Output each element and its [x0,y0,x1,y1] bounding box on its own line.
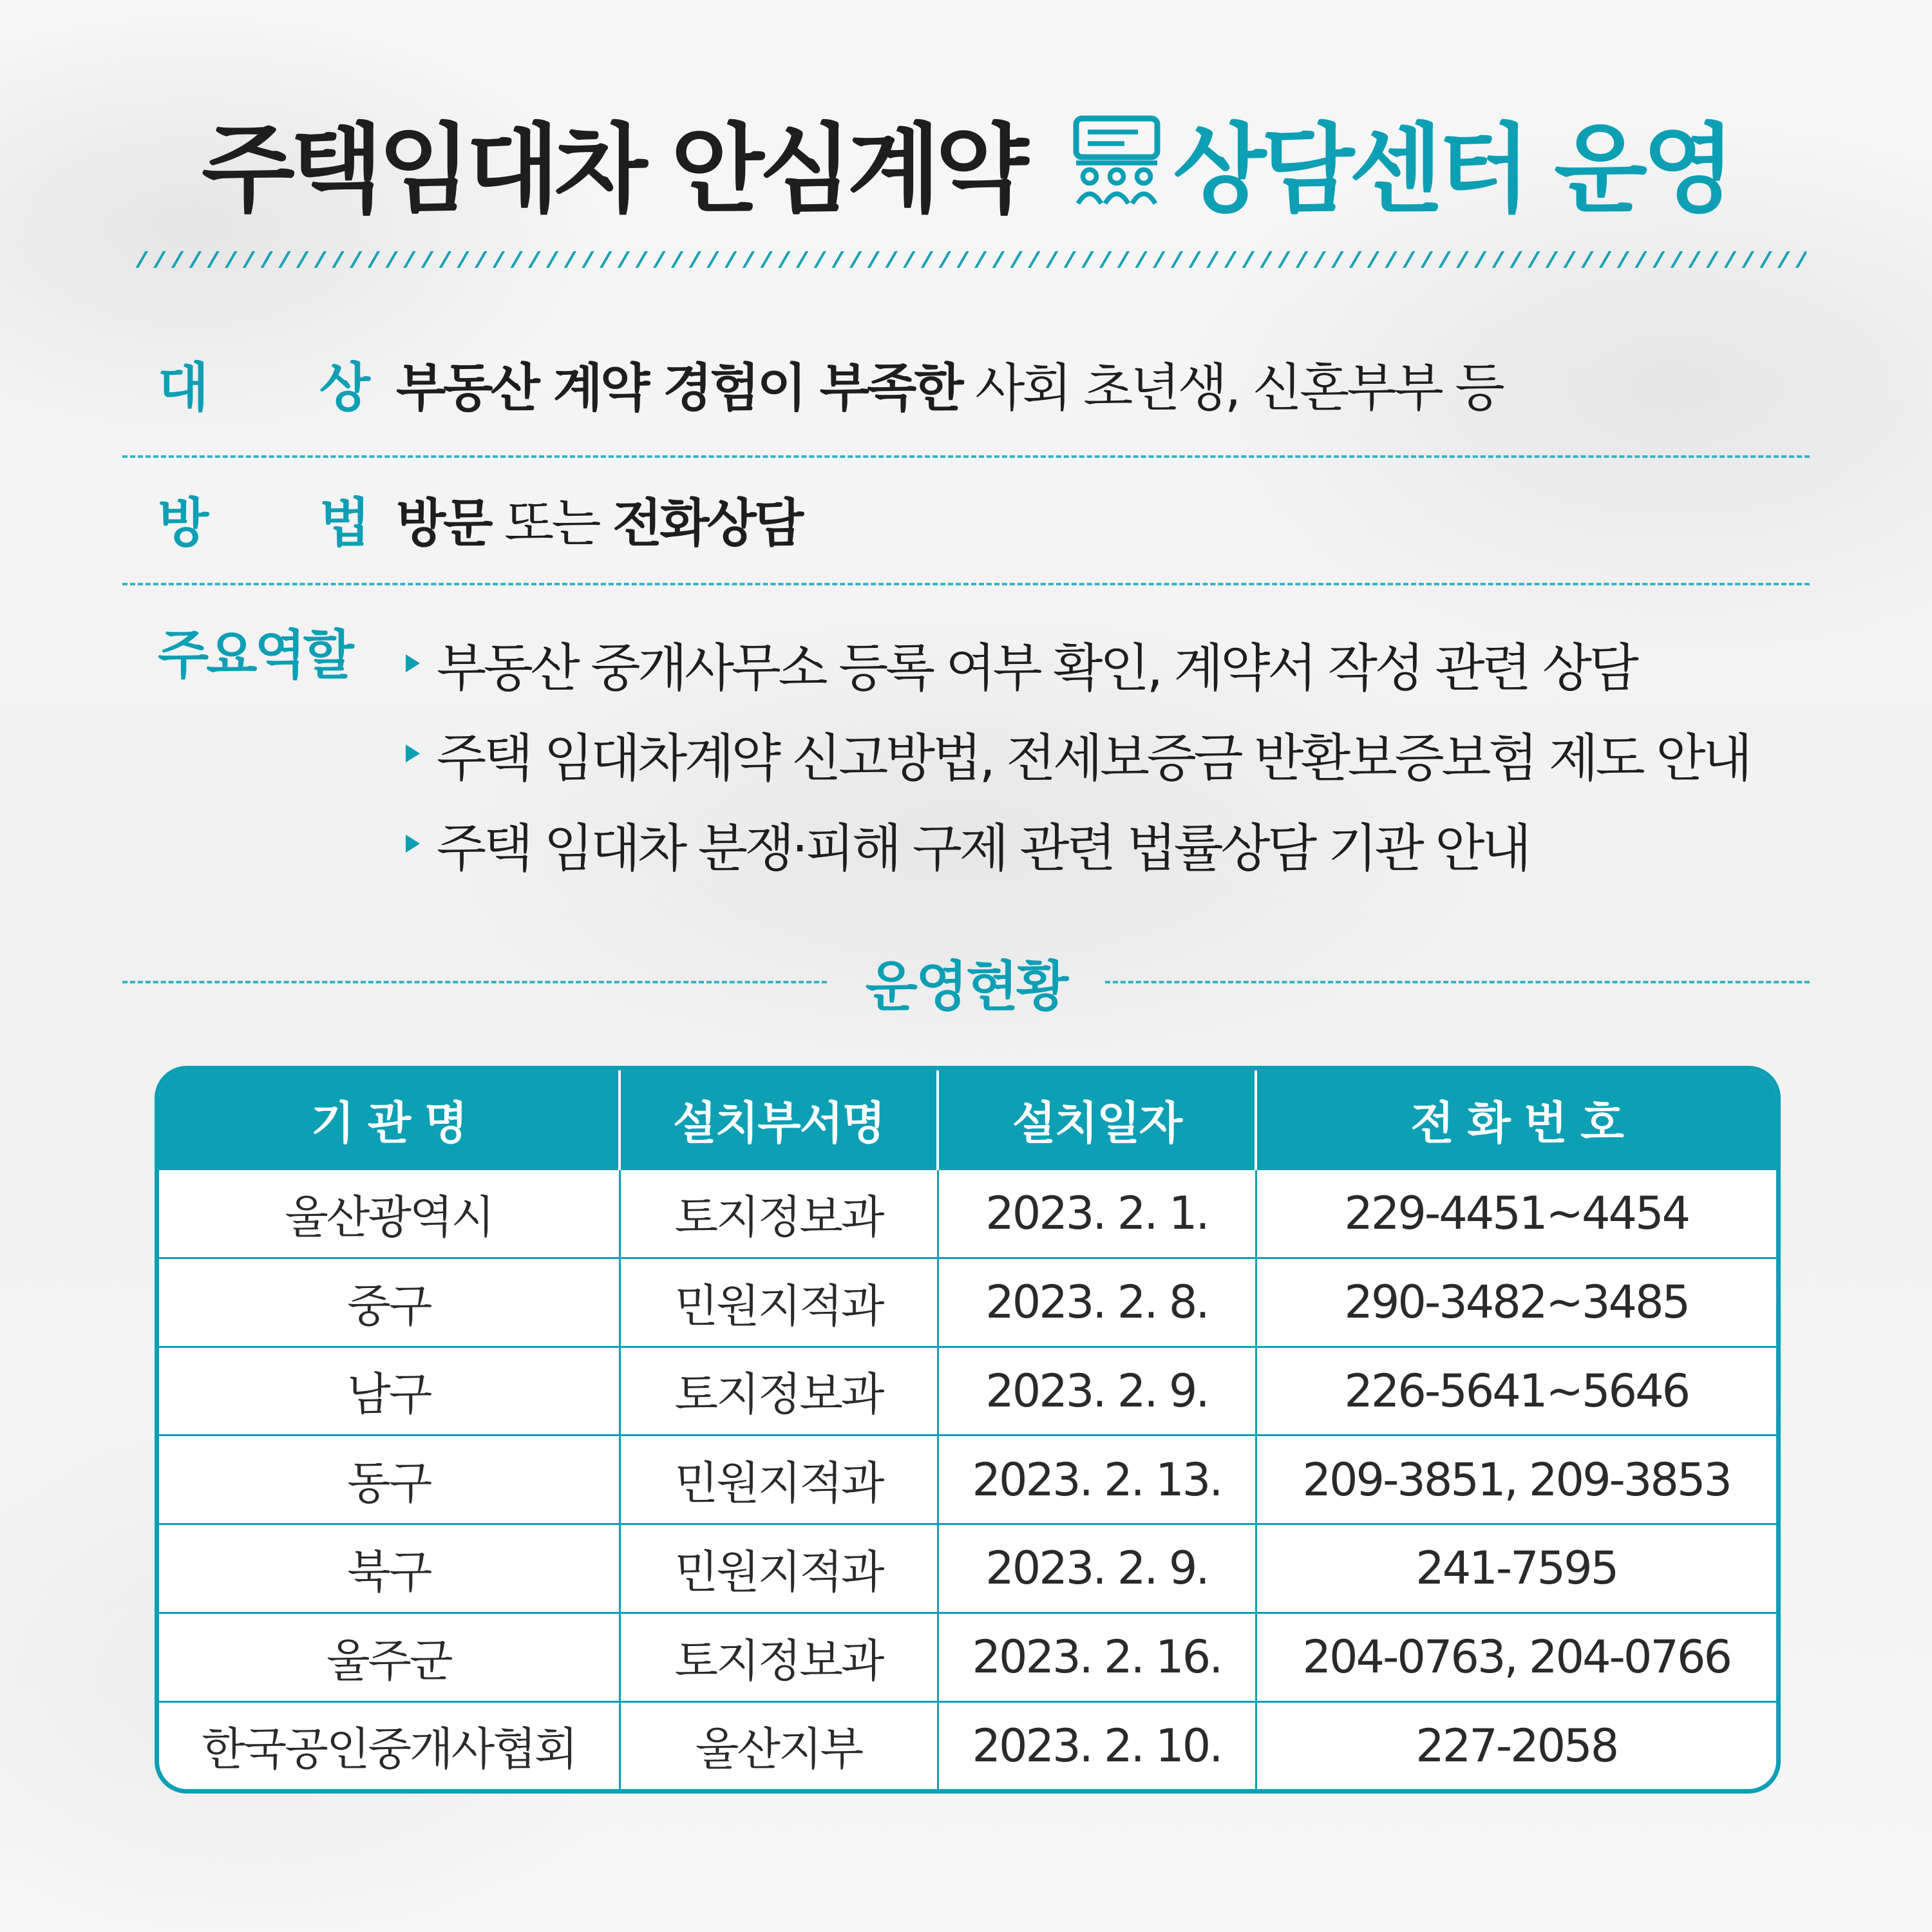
role-item-text: 주택 임대차계약 신고방법, 전세보증금 반환보증보험 제도 안내 [437,728,1750,788]
list-item [406,618,1823,708]
cell-date: 2023. 2. 9. [938,1524,1256,1613]
cell-phone: 204-0763, 204-0766 [1256,1613,1776,1701]
target-label-char-2: 상 [319,357,370,419]
method-label-char-2: 법 [319,492,370,554]
consultation-desk-icon [1068,113,1165,209]
status-line-right [1105,981,1810,983]
cell-department: 민원지적과 [620,1435,938,1524]
title-highlight-text: 상담센터 운영 [1173,114,1730,226]
role-item-text: 부동산 중개사무소 등록 여부 확인, 계약서 작성 관련 상담 [437,638,1636,698]
target-label [158,346,370,421]
list-item [406,799,1823,889]
cell-date: 2023. 2. 10. [938,1701,1256,1789]
cell-department: 토지정보과 [620,1170,938,1258]
cell-phone: 227-2058 [1256,1701,1776,1789]
triangle-bullet-icon [406,835,420,853]
cell-agency: 동구 [159,1435,620,1524]
title-main-text: 주택임대차 안심계약 [202,114,1024,226]
method-label [158,481,370,556]
table-row [159,1347,1776,1435]
status-table-grid [159,1070,1776,1789]
table-row [159,1435,1776,1524]
triangle-bullet-icon [406,654,420,672]
title-divider [132,251,1806,268]
method-value-phone: 전화상담 [612,493,802,553]
cell-agency: 남구 [159,1347,620,1435]
table-row [159,1701,1776,1789]
cell-date: 2023. 2. 16. [938,1613,1256,1701]
cell-department: 토지정보과 [620,1347,938,1435]
table-header-row [159,1070,1776,1170]
status-line-left [122,981,827,983]
role-item-text: 주택 임대차 분쟁·피해 구제 관련 법률상담 기관 안내 [437,818,1529,878]
status-table [155,1066,1781,1794]
method-row [158,483,1806,554]
cell-phone: 290-3482~3485 [1256,1258,1776,1347]
cell-date: 2023. 2. 13. [938,1435,1256,1524]
method-value-visit: 방문 [396,493,491,553]
cell-department: 토지정보과 [620,1613,938,1701]
table-row [159,1258,1776,1347]
divider-1 [122,455,1810,458]
target-value-light: 사회 초년생, 신혼부부 등 [975,357,1502,418]
cell-department: 울산지부 [620,1701,938,1789]
table-row [159,1170,1776,1258]
header-date: 설치일자 [938,1070,1256,1170]
status-title: 운영현황 [865,954,1067,1018]
target-value-bold: 부동산 계약 경험이 부족한 [396,357,961,418]
target-label-char-1: 대 [158,357,209,419]
cell-date: 2023. 2. 9. [938,1347,1256,1435]
cell-agency: 북구 [159,1524,620,1613]
triangle-bullet-icon [406,744,420,762]
cell-agency: 중구 [159,1258,620,1347]
table-row [159,1613,1776,1701]
target-value [396,346,1502,421]
page-title [0,97,1932,225]
method-label-char-1: 방 [158,492,209,554]
header-phone: 전 화 번 호 [1256,1070,1776,1170]
cell-phone: 209-3851, 209-3853 [1256,1435,1776,1524]
cell-date: 2023. 2. 1. [938,1170,1256,1258]
cell-phone: 226-5641~5646 [1256,1347,1776,1435]
header-department: 설치부서명 [620,1070,938,1170]
cell-agency: 한국공인중개사협회 [159,1701,620,1789]
list-item [406,708,1823,799]
status-heading [122,947,1810,1018]
roles-list [406,618,1823,889]
cell-agency: 울주군 [159,1613,620,1701]
cell-phone: 229-4451~4454 [1256,1170,1776,1258]
method-value-or: 또는 [504,493,599,553]
cell-date: 2023. 2. 8. [938,1258,1256,1347]
cell-agency: 울산광역시 [159,1170,620,1258]
cell-phone: 241-7595 [1256,1524,1776,1613]
table-row [159,1524,1776,1613]
roles-label: 주요역할 [158,624,352,686]
header-agency: 기 관 명 [159,1070,620,1170]
divider-2 [122,583,1810,585]
method-value [396,482,801,556]
cell-department: 민원지적과 [620,1524,938,1613]
target-row [158,348,1806,419]
cell-department: 민원지적과 [620,1258,938,1347]
